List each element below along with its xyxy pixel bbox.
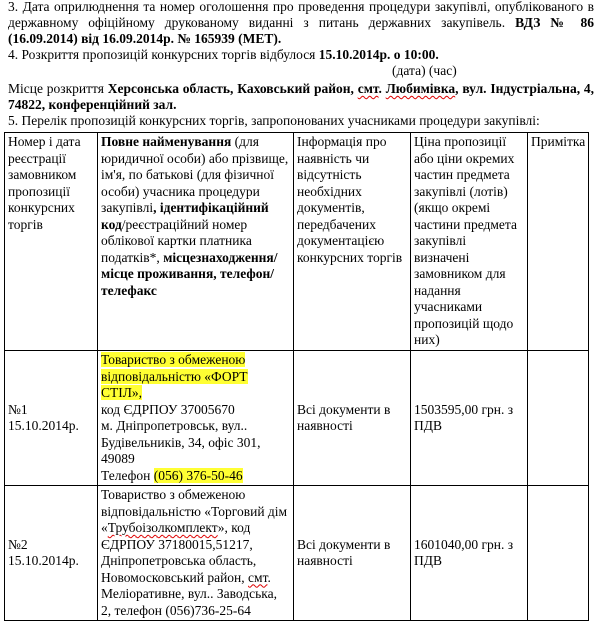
opening-place	[8, 81, 594, 113]
header-registration: Номер і дата реєстрації замовником пропозиції конкурсних торгів	[5, 133, 98, 351]
documents-cell: Всі документи в наявності	[294, 486, 411, 621]
bid-number-cell: №1 15.10.2014р.	[5, 351, 98, 486]
documents-cell: Всі документи в наявності	[294, 351, 411, 486]
bid-number-cell: №2 15.10.2014р.	[5, 486, 98, 621]
table-row	[5, 486, 589, 621]
participant-cell: Товариство з обмеженою відповідальністю «Торговий дім «Трубоізолкомплект», код ЄДРПОУ 37180015,51217, Дніпропетровська область, Новомосковський район, смт. Меліоративне, вул.. Заводська, 2, телефон (056)736-25-64	[98, 486, 294, 621]
price-cell: 1503595,00 грн. з ПДВ	[411, 351, 528, 486]
participant-name: Товариство з обмеженою відповідальністю «ФОРТ СТІЛ»,	[101, 352, 248, 400]
table-row	[5, 351, 589, 486]
header-documents: Інформація про наявність чи відсутність необхідних документів, передбачених документацією конкурсних торгів	[294, 133, 411, 351]
place-value: Херсонська область, Каховський район, смт. Любимівка, вул. Індустріальна, 4, 74822, конференційний зал.	[8, 81, 594, 112]
paragraph-3	[8, 0, 594, 47]
participant-cell: Товариство з обмеженою відповідальністю «ФОРТ СТІЛ», код ЄДРПОУ 37005670 м. Дніпропетровськ, вул.. Будівельників, 34, офіс 301, 49089 Телефон (056) 376-50-46	[98, 351, 294, 486]
bids-table	[4, 132, 589, 621]
announcement-number: ВДЗ № 86 (16.09.2014) від 16.09.2014р. № 165939 (МЕТ).	[8, 15, 594, 46]
note-cell	[528, 486, 589, 621]
paragraph-4	[8, 47, 594, 63]
header-note: Примітка	[528, 133, 589, 351]
opening-datetime: 15.10.2014р. о 10:00.	[318, 47, 439, 62]
table-header-row	[5, 133, 589, 351]
header-price: Ціна пропозиції або ціни окремих частин предмета закупівлі (лотів) (якщо окремі частини предмета закупівлі визначені замовником для надання учасниками пропозицій щодо них)	[411, 133, 528, 351]
note-cell	[528, 351, 589, 486]
paragraph-5: 5. Перелік пропозицій конкурсних торгів, запропонованих учасниками процедури закупівлі:	[8, 113, 540, 128]
paragraph-3-text: 3. Дата оприлюднення та номер оголошення про проведення процедури закупівлі, опублікованого в державному офіційному друкованому виданні з питань державних закупівель.	[8, 0, 594, 30]
paragraph-4-text: 4. Розкриття пропозицій конкурсних торгів відбулося	[8, 47, 319, 62]
place-label: Місце розкриття	[8, 81, 108, 96]
date-time-caption: (дата) (час)	[392, 63, 457, 78]
price-cell: 1601040,00 грн. з ПДВ	[411, 486, 528, 621]
header-participant: Повне найменування (для юридичної особи) або прізвище, ім'я, по батькові (для фізичної особи) учасника процедури закупівлі, ідентифікаційний код/реєстраційний номер облікової картки платника податків*, місцезнаходження/ місце проживання, телефон/телефакс	[98, 133, 294, 351]
participant-phone: (056) 376-50-46	[153, 467, 243, 483]
